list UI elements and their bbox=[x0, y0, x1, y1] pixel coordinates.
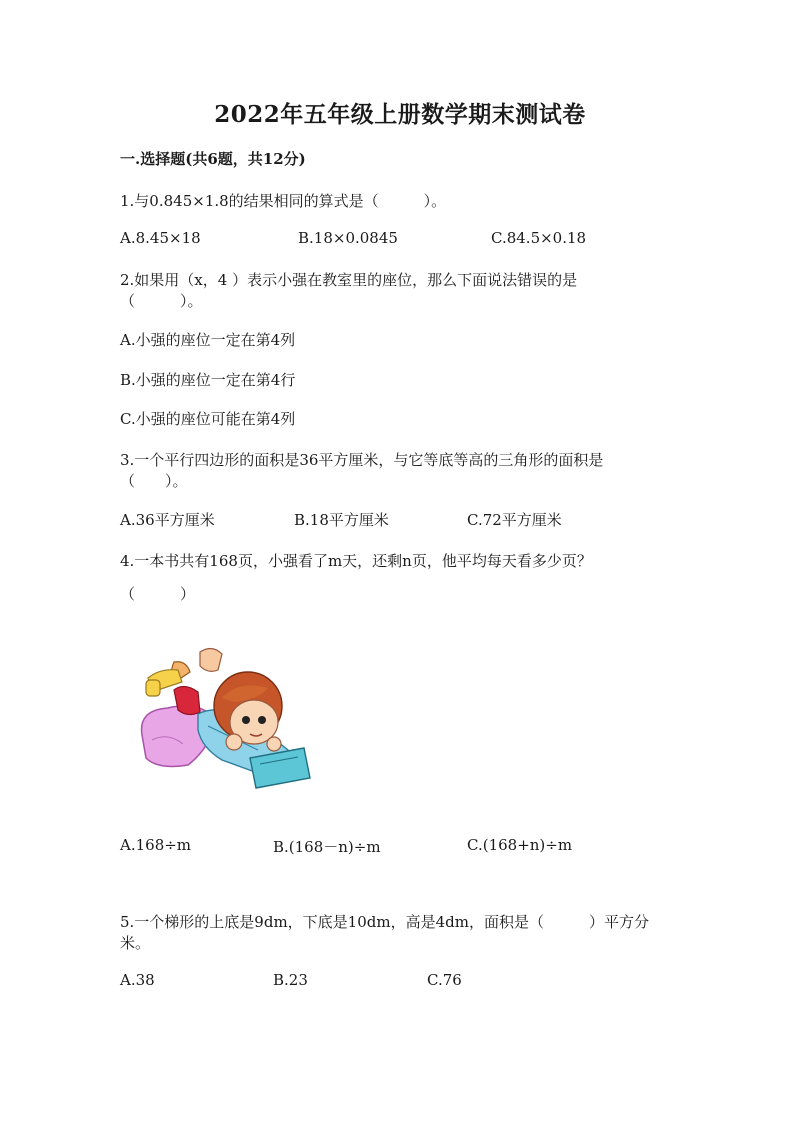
question-3-option-a: A.36平方厘米 bbox=[120, 511, 215, 529]
question-5-option-c: C.76 bbox=[427, 971, 462, 989]
child-reading-illustration bbox=[138, 640, 318, 790]
question-4-option-c: C.(168+n)÷m bbox=[467, 836, 573, 854]
question-5-stem: 5.一个梯形的上底是9dm，下底是10dm，高是4dm，面积是（ ）平方分 bbox=[120, 913, 649, 931]
question-1-stem: 1.与0.845×1.8的结果相同的算式是（ ）。 bbox=[120, 192, 447, 210]
question-1-option-b: B.18×0.0845 bbox=[298, 229, 398, 247]
question-4-stem-cont: （ ） bbox=[120, 585, 196, 603]
question-4-option-a: A.168÷m bbox=[120, 836, 192, 854]
question-2-stem: 2.如果用（x，4 ）表示小强在教室里的座位，那么下面说法错误的是 bbox=[120, 271, 578, 289]
question-1-option-a: A.8.45×18 bbox=[120, 229, 201, 247]
question-2-option-c: C.小强的座位可能在第4列 bbox=[120, 410, 296, 428]
question-4-option-b: B.(168－n)÷m bbox=[273, 838, 381, 856]
question-4-stem: 4.一本书共有168页，小强看了m天，还剩n页，他平均每天看多少页？ bbox=[120, 552, 592, 570]
question-2-option-b: B.小强的座位一定在第4行 bbox=[120, 371, 296, 389]
question-1-option-c: C.84.5×0.18 bbox=[491, 229, 587, 247]
question-5-option-b: B.23 bbox=[273, 971, 308, 989]
question-3-option-c: C.72平方厘米 bbox=[467, 511, 562, 529]
question-2-option-a: A.小强的座位一定在第4列 bbox=[120, 331, 296, 349]
section-heading: 一.选择题(共6题，共12分) bbox=[120, 150, 306, 168]
page-title: 2022年五年级上册数学期末测试卷 bbox=[214, 101, 586, 128]
question-3-stem: 3.一个平行四边形的面积是36平方厘米，与它等底等高的三角形的面积是 bbox=[120, 451, 604, 469]
question-2-stem-cont: （ ）。 bbox=[120, 292, 203, 310]
question-5-option-a: A.38 bbox=[120, 971, 155, 989]
question-3-stem-cont: （ ）。 bbox=[120, 472, 188, 490]
question-3-option-b: B.18平方厘米 bbox=[294, 511, 389, 529]
question-5-stem-cont: 米。 bbox=[120, 934, 151, 952]
